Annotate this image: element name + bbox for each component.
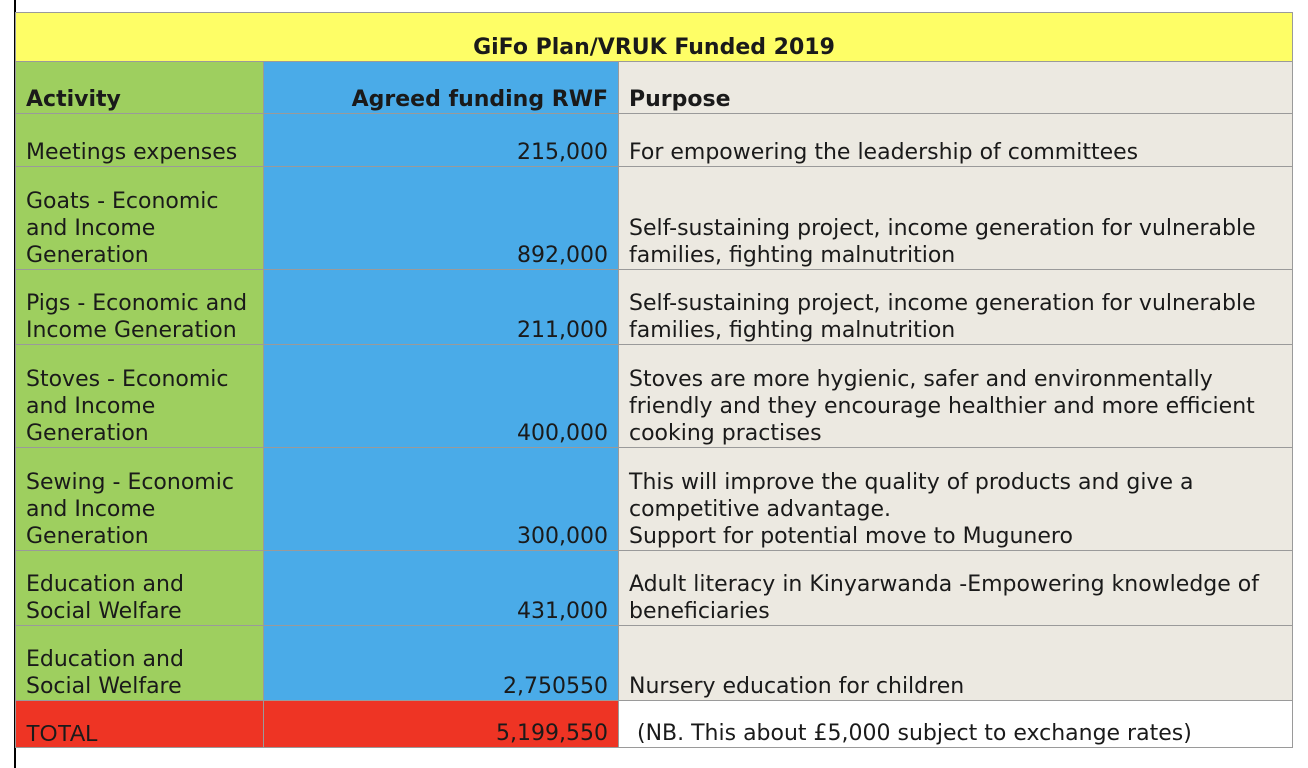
purpose-cell: For empowering the leadership of committees (619, 114, 1293, 167)
activity-cell: Stoves - Economic and Income Generation (16, 345, 264, 448)
header-purpose: Purpose (619, 62, 1293, 114)
funding-cell: 892,000 (264, 167, 619, 270)
table-row (16, 626, 1293, 701)
activity-cell: Meetings expenses (16, 114, 264, 167)
funding-cell: 215,000 (264, 114, 619, 167)
purpose-cell: Nursery education for children (619, 626, 1293, 701)
table-header-row (16, 62, 1293, 114)
total-value: 5,199,550 (264, 701, 619, 748)
total-row (16, 701, 1293, 748)
table-row (16, 551, 1293, 626)
header-funding: Agreed funding RWF (264, 62, 619, 114)
funding-cell: 431,000 (264, 551, 619, 626)
total-note: (NB. This about £5,000 subject to exchange rates) (619, 701, 1293, 748)
table-title: GiFo Plan/VRUK Funded 2019 (16, 13, 1293, 62)
total-label: TOTAL (16, 701, 264, 748)
funding-cell: 300,000 (264, 448, 619, 551)
purpose-cell: Adult literacy in Kinyarwanda -Empowering knowledge of beneficiaries (619, 551, 1293, 626)
purpose-cell: Stoves are more hygienic, safer and environmentally friendly and they encourage healthier and more efficient cooking practises (619, 345, 1293, 448)
activity-cell: Sewing - Economic and Income Generation (16, 448, 264, 551)
table-row (16, 114, 1293, 167)
funding-cell: 400,000 (264, 345, 619, 448)
table-row (16, 345, 1293, 448)
funding-cell: 2,750550 (264, 626, 619, 701)
header-activity: Activity (16, 62, 264, 114)
table-row (16, 167, 1293, 270)
activity-cell: Education and Social Welfare (16, 551, 264, 626)
activity-cell: Pigs - Economic and Income Generation (16, 270, 264, 345)
purpose-line: This will improve the quality of products and give a competitive advantage. (629, 470, 1194, 522)
funding-table (15, 12, 1293, 748)
purpose-line: Support for potential move to Mugunero (629, 524, 1073, 549)
purpose-cell: Self-sustaining project, income generation for vulnerable families, fighting malnutrition (619, 167, 1293, 270)
purpose-cell (619, 448, 1293, 551)
funding-cell: 211,000 (264, 270, 619, 345)
activity-cell: Goats - Economic and Income Generation (16, 167, 264, 270)
activity-cell: Education and Social Welfare (16, 626, 264, 701)
purpose-cell: Self-sustaining project, income generation for vulnerable families, fighting malnutrition (619, 270, 1293, 345)
table-row (16, 270, 1293, 345)
table-row (16, 448, 1293, 551)
table-title-row (16, 13, 1293, 62)
